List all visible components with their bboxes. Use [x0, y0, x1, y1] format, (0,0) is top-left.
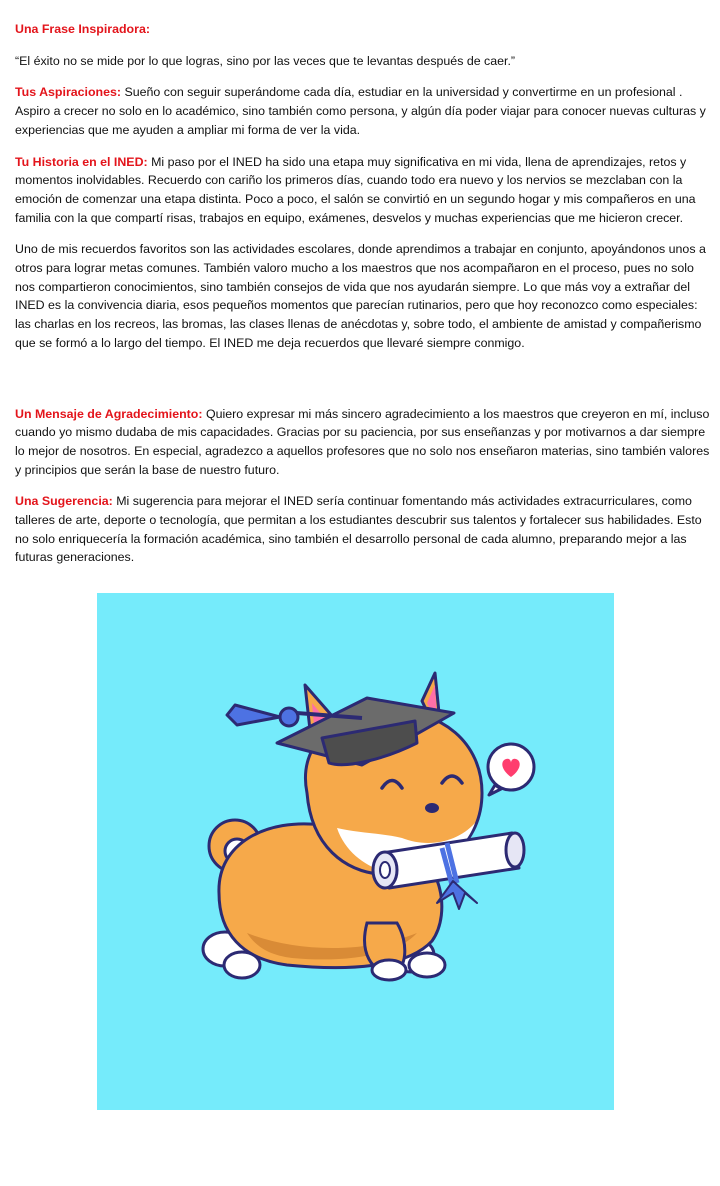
frase-quote: “El éxito no se mide por lo que logras, sino por las veces que te levantas después de caer.” [15, 53, 516, 68]
dog-front-legs [365, 923, 406, 980]
aspiraciones-text: Sueño con seguir superándome cada día, estudiar en la universidad y convertirme en un profesional . Aspiro a crecer no solo en lo académico, sino también como persona, y algún día poder viajar para conocer nuevas culturas y experiencias que me ayuden a ampliar mi forma de ver la vida. [15, 85, 706, 137]
historia-text: Mi paso por el INED ha sido una etapa muy significativa en mi vida, llena de aprendizajes, retos y momentos inolvidables. Recuerdo con cariño los primeros días, cuando todo era nuevo y los nervios se mezclaban con la emoción de comenzar una etapa distinta. Poco a poco, el salón se convirtió en un segundo hogar y mis compañeros en una familia con la que compartí risas, trabajos en equipo, exámenes, desvelos y muchas experiencias que me hicieron crecer. [15, 154, 696, 225]
sugerencia-label: Una Sugerencia: [15, 494, 113, 509]
sugerencia-section [15, 492, 715, 567]
agradecimiento-label: Un Mensaje de Agradecimiento: [15, 406, 203, 421]
sugerencia-text: Mi sugerencia para mejorar el INED sería continuar fomentando más actividades extracurriculares, como talleres de arte, deporte o tecnología, que permitan a los estudiantes descubrir sus talentos y fortalecer sus habilidades. Esto no solo enriquecería la formación académica, sino también el desarrollo personal de cada alumno, preparando mejor a las futuras generaciones. [15, 494, 702, 565]
agradecimiento-text: Quiero expresar mi más sincero agradecimiento a los maestros que creyeron en mí, incluso cuando yo mismo dudaba de mis capacidades. Gracias por su paciencia, por sus enseñanzas y por motivarnos a dar siempre lo mejor de nosotros. En especial, agradezco a aquellos profesores que no solo nos enseñaron materias, sino también valores y principios que serán la base de nuestro futuro. [15, 406, 710, 477]
historia-section [15, 153, 715, 228]
heart-speech-bubble-icon [488, 744, 534, 795]
graduate-shiba-dog-icon [97, 593, 614, 1110]
section-spacer [15, 366, 715, 405]
frase-section [15, 20, 715, 39]
historia-text-2: Uno de mis recuerdos favoritos son las actividades escolares, donde aprendimos a trabajar en conjunto, apoyándonos unos a otros para lograr metas comunes. También valoro mucho a los maestros que nos acompañaron en el proceso, pues no solo nos compartieron conocimientos, sino también consejos de vida que nos ayudarán siempre. Lo que más voy a extrañar del INED es la convivencia diaria, esos pequeños momentos que parecían rutinarios, pero que hoy reconozco como especiales: las charlas en los recreos, las bromas, las clases llenas de anécdotas y, sobre todo, el ambiente de amistad y compañerismo que se formó a lo largo del tiempo. El INED me deja recuerdos que llevaré siempre conmigo. [15, 242, 706, 350]
aspiraciones-section [15, 83, 715, 139]
yearbook-entry [15, 20, 715, 580]
aspiraciones-label: Tus Aspiraciones: [15, 85, 122, 100]
agradecimiento-section [15, 405, 715, 480]
dog-nose [425, 803, 439, 813]
frase-label: Una Frase Inspiradora: [15, 22, 150, 36]
historia-label: Tu Historia en el INED: [15, 154, 148, 169]
